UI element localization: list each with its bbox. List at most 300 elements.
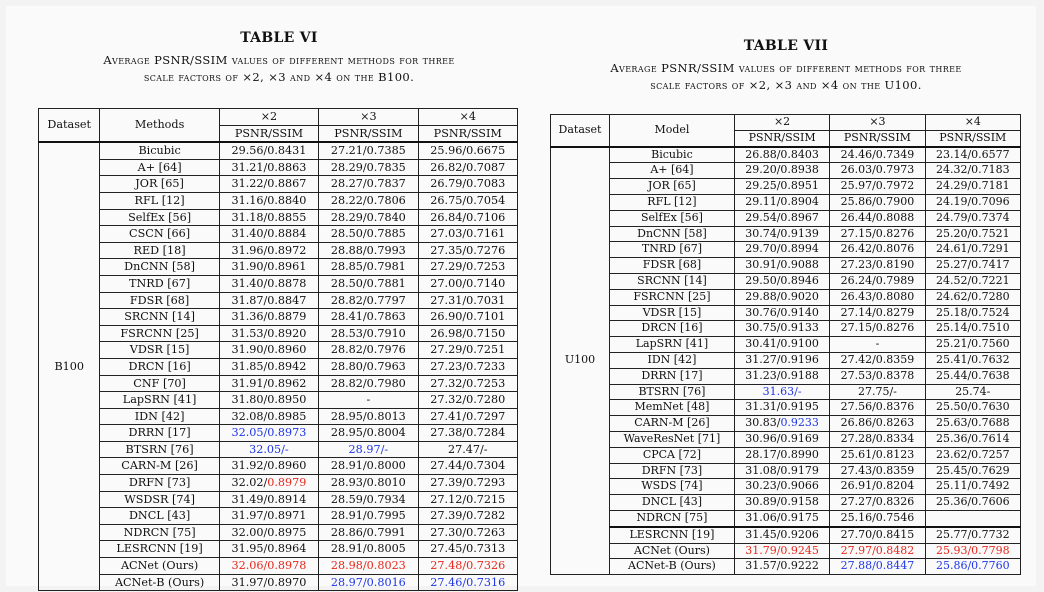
value-cell-x4: 25.63/0.7688 — [925, 416, 1020, 432]
value-cell-x3: 28.98/0.8023 — [319, 558, 418, 575]
value-cell-x2: 31.53/0.8920 — [219, 325, 318, 342]
table-row — [551, 527, 1021, 543]
value-cell-x4: 27.38/0.7284 — [418, 425, 517, 442]
value-cell-x2: 31.36/0.8879 — [219, 309, 318, 326]
method-cell: Bicubic — [100, 142, 219, 159]
value-cell-x3: 26.43/0.8080 — [830, 289, 925, 305]
value-cell-x2: 29.50/0.8946 — [734, 273, 829, 289]
value-cell-x2: 29.25/0.8951 — [734, 179, 829, 195]
table-vi-caption — [39, 52, 519, 86]
method-cell: LESRCNN [19] — [610, 527, 735, 543]
table-row — [39, 209, 518, 226]
table-row — [551, 226, 1021, 242]
method-cell: A+ [64] — [610, 163, 735, 179]
method-cell: DRCN [16] — [610, 321, 735, 337]
value-cell-x3: 26.42/0.8076 — [830, 242, 925, 258]
method-cell: ACNet (Ours) — [610, 543, 735, 559]
value-cell-x3: 28.97/- — [319, 441, 418, 458]
method-cell: WSDS [74] — [610, 479, 735, 495]
method-cell: DRCN [16] — [100, 358, 219, 375]
table-row — [39, 226, 518, 243]
value-cell-x2: 30.91/0.9088 — [734, 258, 829, 274]
table-row — [551, 305, 1021, 321]
value-cell-x3: 25.16/0.7546 — [830, 510, 925, 526]
value-cell-x2: 31.57/0.9222 — [734, 559, 829, 575]
scale-x3-header: ×3 — [319, 109, 418, 126]
method-cell: FSRCNN [25] — [100, 325, 219, 342]
table-row — [551, 258, 1021, 274]
value-cell-x3: 27.70/0.8415 — [830, 527, 925, 543]
table-row — [551, 321, 1021, 337]
method-cell: RFL [12] — [100, 192, 219, 209]
value-cell-x3: 28.91/0.8005 — [319, 541, 418, 558]
method-cell: VDSR [15] — [610, 305, 735, 321]
table-vi-block — [24, 30, 534, 589]
method-cell: ACNet-B (Ours) — [610, 559, 735, 575]
table-row — [551, 163, 1021, 179]
table-row — [551, 447, 1021, 463]
value-cell-x2: 31.27/0.9196 — [734, 352, 829, 368]
table-vi — [38, 108, 518, 591]
table-row — [551, 352, 1021, 368]
table-row — [551, 400, 1021, 416]
method-cell: LapSRN [41] — [610, 337, 735, 353]
value-cell-x3: 26.91/0.8204 — [830, 479, 925, 495]
value-cell-x3: 28.29/0.7840 — [319, 209, 418, 226]
value-cell-x4: 27.32/0.7253 — [418, 375, 517, 392]
value-cell-x3: 27.27/0.8326 — [830, 495, 925, 511]
table-row — [39, 524, 518, 541]
value-cell-x3: 28.59/0.7934 — [319, 491, 418, 508]
value-cell-x3: 26.86/0.8263 — [830, 416, 925, 432]
value-cell-x2: 31.79/0.9245 — [734, 543, 829, 559]
value-cell-x4: 27.35/0.7276 — [418, 242, 517, 259]
value-cell-x4: 25.36/0.7614 — [925, 431, 1020, 447]
table-row — [551, 289, 1021, 305]
value-cell-x2: 31.97/0.8971 — [219, 508, 318, 525]
dataset-name-cell: U100 — [551, 147, 610, 575]
method-cell: DRFN [73] — [610, 463, 735, 479]
table-row — [551, 463, 1021, 479]
value-cell-x3: 26.44/0.8088 — [830, 210, 925, 226]
value-cell-x2: 32.06/0.8978 — [219, 558, 318, 575]
method-cell: CPCA [72] — [610, 447, 735, 463]
method-cell: CNF [70] — [100, 375, 219, 392]
method-cell: TNRD [67] — [100, 275, 219, 292]
value-cell-x2: 31.18/0.8855 — [219, 209, 318, 226]
value-cell-x2: 29.70/0.8994 — [734, 242, 829, 258]
value-cell-x4: 25.45/0.7629 — [925, 463, 1020, 479]
table-vi-number: TABLE VI — [240, 30, 318, 46]
scale-x4-header: ×4 — [925, 115, 1020, 131]
value-cell-x4: 27.41/0.7297 — [418, 408, 517, 425]
value-cell-x4: 27.39/0.7293 — [418, 475, 517, 492]
table-row — [39, 142, 518, 159]
psnr-part: 32.02/ — [231, 476, 268, 490]
table-row — [551, 416, 1021, 432]
table-vii-caption-line2: scale factors of ×2, ×3 and ×4 on the U100. — [650, 78, 922, 92]
value-cell-x3: 27.14/0.8279 — [830, 305, 925, 321]
value-cell-x4: 25.27/0.7417 — [925, 258, 1020, 274]
value-cell-x3: 28.53/0.7910 — [319, 325, 418, 342]
scale-x2-header: ×2 — [734, 115, 829, 131]
value-cell-x4: 25.93/0.7798 — [925, 543, 1020, 559]
method-cell: NDRCN [75] — [610, 510, 735, 526]
table-row — [39, 242, 518, 259]
value-cell-x3: 27.75/- — [830, 384, 925, 400]
value-cell-x4: 27.44/0.7304 — [418, 458, 517, 475]
table-row — [39, 441, 518, 458]
value-cell-x2: 31.90/0.8961 — [219, 259, 318, 276]
method-cell: CSCN [66] — [100, 226, 219, 243]
value-cell-x3: 28.29/0.7835 — [319, 159, 418, 176]
scale-x2-header: ×2 — [219, 109, 318, 126]
value-cell-x4: 25.41/0.7632 — [925, 352, 1020, 368]
dataset-header: Dataset — [551, 115, 610, 147]
value-cell-x4: 24.79/0.7374 — [925, 210, 1020, 226]
value-cell-x3: 28.27/0.7837 — [319, 176, 418, 193]
method-cell: TNRD [67] — [610, 242, 735, 258]
value-cell-x3: 28.50/0.7881 — [319, 275, 418, 292]
table-row — [39, 275, 518, 292]
value-cell-x3: 28.95/0.8013 — [319, 408, 418, 425]
method-cell: WSDSR [74] — [100, 491, 219, 508]
value-cell-x3: 27.21/0.7385 — [319, 142, 418, 159]
value-cell-x2: 31.63/- — [734, 384, 829, 400]
table-row — [39, 192, 518, 209]
value-cell-x2: 31.97/0.8970 — [219, 574, 318, 591]
value-cell-x4: 27.23/0.7233 — [418, 358, 517, 375]
value-cell-x2: 31.45/0.9206 — [734, 527, 829, 543]
value-cell-x3: 27.23/0.8190 — [830, 258, 925, 274]
value-cell-x4: 25.14/0.7510 — [925, 321, 1020, 337]
table-vii-block — [540, 38, 1032, 573]
table-row — [551, 384, 1021, 400]
table-row — [39, 491, 518, 508]
table-row — [551, 479, 1021, 495]
method-cell: RFL [12] — [610, 194, 735, 210]
value-cell-x4: 24.61/0.7291 — [925, 242, 1020, 258]
value-cell-x4: 24.19/0.7096 — [925, 194, 1020, 210]
table-row — [551, 242, 1021, 258]
value-cell-x4 — [925, 510, 1020, 526]
value-cell-x4: 26.84/0.7106 — [418, 209, 517, 226]
table-row — [39, 558, 518, 575]
value-cell-x4: 25.18/0.7524 — [925, 305, 1020, 321]
psnr-part: 30.83/ — [745, 416, 781, 430]
method-cell: LapSRN [41] — [100, 392, 219, 409]
table-row — [551, 368, 1021, 384]
dataset-name-cell: B100 — [39, 142, 100, 591]
value-cell-x3: 28.80/0.7963 — [319, 358, 418, 375]
value-cell-x4: 26.79/0.7083 — [418, 176, 517, 193]
value-cell-x3: 28.50/0.7885 — [319, 226, 418, 243]
value-cell-x3: 27.53/0.8378 — [830, 368, 925, 384]
table-row — [551, 273, 1021, 289]
method-cell: FDSR [68] — [610, 258, 735, 274]
value-cell-x2: 31.40/0.8884 — [219, 226, 318, 243]
table-row — [39, 408, 518, 425]
table-row — [39, 325, 518, 342]
method-cell: JOR [65] — [100, 176, 219, 193]
value-cell-x4: 25.11/0.7492 — [925, 479, 1020, 495]
value-cell-x3: 28.91/0.8000 — [319, 458, 418, 475]
value-cell-x2: 32.08/0.8985 — [219, 408, 318, 425]
value-cell-x2: 31.08/0.9179 — [734, 463, 829, 479]
table-vii-caption — [551, 60, 1021, 94]
value-cell-x4: 24.52/0.7221 — [925, 273, 1020, 289]
value-cell-x4: 23.14/0.6577 — [925, 147, 1020, 163]
metric-header: PSNR/SSIM — [219, 125, 318, 142]
value-cell-x2: 31.92/0.8960 — [219, 458, 318, 475]
value-cell-x4: 27.47/- — [418, 441, 517, 458]
value-cell-x4: 27.00/0.7140 — [418, 275, 517, 292]
method-cell: DRRN [17] — [610, 368, 735, 384]
table-row — [551, 495, 1021, 511]
value-cell-x4: 27.39/0.7282 — [418, 508, 517, 525]
value-cell-x2: 31.40/0.8878 — [219, 275, 318, 292]
method-cell: IDN [42] — [100, 408, 219, 425]
method-cell: LESRCNN [19] — [100, 541, 219, 558]
table-row — [39, 358, 518, 375]
value-cell-x2: 31.06/0.9175 — [734, 510, 829, 526]
value-cell-x3: 27.15/0.8276 — [830, 226, 925, 242]
ssim-part: 0.9233 — [780, 416, 819, 430]
value-cell-x3: 28.91/0.7995 — [319, 508, 418, 525]
value-cell-x4: 25.86/0.7760 — [925, 559, 1020, 575]
table-row — [39, 574, 518, 591]
value-cell-x2: 30.89/0.9158 — [734, 495, 829, 511]
value-cell-x4: 27.46/0.7316 — [418, 574, 517, 591]
method-cell: CARN-M [26] — [610, 416, 735, 432]
table-row — [551, 210, 1021, 226]
value-cell-x3: 27.56/0.8376 — [830, 400, 925, 416]
value-cell-x2: 31.31/0.9195 — [734, 400, 829, 416]
value-cell-x4: 27.12/0.7215 — [418, 491, 517, 508]
value-cell-x2: 31.90/0.8960 — [219, 342, 318, 359]
table-vii-caption-line1: Average PSNR/SSIM values of different methods for three — [610, 61, 962, 75]
value-cell-x2: 30.41/0.9100 — [734, 337, 829, 353]
method-cell: Bicubic — [610, 147, 735, 163]
method-cell: BTSRN [76] — [610, 384, 735, 400]
value-cell-x2: 29.56/0.8431 — [219, 142, 318, 159]
table-row — [551, 543, 1021, 559]
value-cell-x3: - — [319, 392, 418, 409]
value-cell-x2: 29.88/0.9020 — [734, 289, 829, 305]
value-cell-x4: 27.29/0.7251 — [418, 342, 517, 359]
value-cell-x3: 28.86/0.7991 — [319, 524, 418, 541]
value-cell-x3: 27.88/0.8447 — [830, 559, 925, 575]
value-cell-x2: 32.00/0.8975 — [219, 524, 318, 541]
value-cell-x4: 25.77/0.7732 — [925, 527, 1020, 543]
table-row — [551, 510, 1021, 526]
value-cell-x2 — [734, 416, 829, 432]
ssim-part: 0.8979 — [267, 476, 307, 490]
table-row — [39, 508, 518, 525]
value-cell-x2: 26.88/0.8403 — [734, 147, 829, 163]
value-cell-x3: 28.22/0.7806 — [319, 192, 418, 209]
value-cell-x3: - — [830, 337, 925, 353]
value-cell-x4: 26.98/0.7150 — [418, 325, 517, 342]
value-cell-x4: 27.45/0.7313 — [418, 541, 517, 558]
method-cell: BTSRN [76] — [100, 441, 219, 458]
value-cell-x3: 28.93/0.8010 — [319, 475, 418, 492]
table-row — [39, 176, 518, 193]
table-row — [39, 159, 518, 176]
metric-header: PSNR/SSIM — [830, 130, 925, 146]
dataset-header: Dataset — [39, 109, 100, 143]
method-cell: DNCL [43] — [100, 508, 219, 525]
metric-header: PSNR/SSIM — [925, 130, 1020, 146]
value-cell-x2: 32.05/- — [219, 441, 318, 458]
value-cell-x2: 29.54/0.8967 — [734, 210, 829, 226]
value-cell-x2: 31.96/0.8972 — [219, 242, 318, 259]
value-cell-x2: 32.05/0.8973 — [219, 425, 318, 442]
value-cell-x3: 25.86/0.7900 — [830, 194, 925, 210]
value-cell-x2: 30.96/0.9169 — [734, 431, 829, 447]
value-cell-x4: 25.44/0.7638 — [925, 368, 1020, 384]
table-row — [39, 292, 518, 309]
metric-header: PSNR/SSIM — [734, 130, 829, 146]
scale-x3-header: ×3 — [830, 115, 925, 131]
method-cell: DNCL [43] — [610, 495, 735, 511]
value-cell-x2: 31.91/0.8962 — [219, 375, 318, 392]
table-row — [551, 337, 1021, 353]
value-cell-x3: 28.95/0.8004 — [319, 425, 418, 442]
value-cell-x3: 27.97/0.8482 — [830, 543, 925, 559]
table-row — [551, 559, 1021, 575]
value-cell-x2: 31.85/0.8942 — [219, 358, 318, 375]
value-cell-x4: 25.50/0.7630 — [925, 400, 1020, 416]
table-row — [39, 541, 518, 558]
value-cell-x3: 28.82/0.7976 — [319, 342, 418, 359]
value-cell-x3: 28.85/0.7981 — [319, 259, 418, 276]
value-cell-x3: 27.28/0.8334 — [830, 431, 925, 447]
value-cell-x3: 26.24/0.7989 — [830, 273, 925, 289]
paper-page — [6, 6, 1036, 589]
method-cell: NDRCN [75] — [100, 524, 219, 541]
value-cell-x4: 25.20/0.7521 — [925, 226, 1020, 242]
value-cell-x4: 24.29/0.7181 — [925, 179, 1020, 195]
value-cell-x2: 30.74/0.9139 — [734, 226, 829, 242]
value-cell-x3: 28.97/0.8016 — [319, 574, 418, 591]
value-cell-x4: 25.21/0.7560 — [925, 337, 1020, 353]
value-cell-x4: 25.36/0.7606 — [925, 495, 1020, 511]
value-cell-x4: 26.82/0.7087 — [418, 159, 517, 176]
value-cell-x2: 29.11/0.8904 — [734, 194, 829, 210]
table-row — [39, 392, 518, 409]
method-cell: DRRN [17] — [100, 425, 219, 442]
value-cell-x3: 26.03/0.7973 — [830, 163, 925, 179]
value-cell-x3: 27.42/0.8359 — [830, 352, 925, 368]
value-cell-x4: 24.32/0.7183 — [925, 163, 1020, 179]
value-cell-x2: 31.16/0.8840 — [219, 192, 318, 209]
method-cell: A+ [64] — [100, 159, 219, 176]
table-row — [39, 309, 518, 326]
value-cell-x4: 24.62/0.7280 — [925, 289, 1020, 305]
value-cell-x2: 29.20/0.8938 — [734, 163, 829, 179]
value-cell-x4: 27.30/0.7263 — [418, 524, 517, 541]
value-cell-x2: 31.80/0.8950 — [219, 392, 318, 409]
value-cell-x3: 28.41/0.7863 — [319, 309, 418, 326]
table-row — [39, 458, 518, 475]
value-cell-x2: 31.21/0.8863 — [219, 159, 318, 176]
method-cell: DnCNN [58] — [610, 226, 735, 242]
value-cell-x2: 30.23/0.9066 — [734, 479, 829, 495]
method-cell: SelfEx [56] — [610, 210, 735, 226]
value-cell-x4: 27.32/0.7280 — [418, 392, 517, 409]
metric-header: PSNR/SSIM — [418, 125, 517, 142]
value-cell-x2: 31.22/0.8867 — [219, 176, 318, 193]
value-cell-x3: 28.82/0.7797 — [319, 292, 418, 309]
table-row — [39, 342, 518, 359]
table-row — [551, 179, 1021, 195]
scale-x4-header: ×4 — [418, 109, 517, 126]
table-row — [39, 259, 518, 276]
value-cell-x2: 30.75/0.9133 — [734, 321, 829, 337]
value-cell-x3: 28.88/0.7993 — [319, 242, 418, 259]
value-cell-x2: 30.76/0.9140 — [734, 305, 829, 321]
model-header: Model — [610, 115, 735, 147]
method-cell: CARN-M [26] — [100, 458, 219, 475]
value-cell-x4: 25.96/0.6675 — [418, 142, 517, 159]
method-cell: ACNet (Ours) — [100, 558, 219, 575]
table-row — [39, 475, 518, 492]
method-cell: FDSR [68] — [100, 292, 219, 309]
table-row — [39, 375, 518, 392]
table-vii — [550, 114, 1021, 575]
value-cell-x2: 31.23/0.9188 — [734, 368, 829, 384]
value-cell-x3: 27.15/0.8276 — [830, 321, 925, 337]
value-cell-x2: 31.49/0.8914 — [219, 491, 318, 508]
method-cell: VDSR [15] — [100, 342, 219, 359]
value-cell-x2: 31.95/0.8964 — [219, 541, 318, 558]
table-vi-caption-line1: Average PSNR/SSIM values of different methods for three — [103, 53, 455, 67]
method-cell: JOR [65] — [610, 179, 735, 195]
method-cell: DRFN [73] — [100, 475, 219, 492]
value-cell-x3: 25.97/0.7972 — [830, 179, 925, 195]
value-cell-x4: 27.03/0.7161 — [418, 226, 517, 243]
method-cell: MemNet [48] — [610, 400, 735, 416]
method-cell: ACNet-B (Ours) — [100, 574, 219, 591]
value-cell-x2: 28.17/0.8990 — [734, 447, 829, 463]
value-cell-x3: 28.82/0.7980 — [319, 375, 418, 392]
method-cell: SRCNN [14] — [610, 273, 735, 289]
method-cell: DnCNN [58] — [100, 259, 219, 276]
methods-header: Methods — [100, 109, 219, 143]
method-cell: FSRCNN [25] — [610, 289, 735, 305]
value-cell-x4: 23.62/0.7257 — [925, 447, 1020, 463]
value-cell-x3: 25.61/0.8123 — [830, 447, 925, 463]
table-row — [551, 194, 1021, 210]
table-row — [39, 425, 518, 442]
table-row — [551, 147, 1021, 163]
value-cell-x4: 26.75/0.7054 — [418, 192, 517, 209]
method-cell: SelfEx [56] — [100, 209, 219, 226]
method-cell: IDN [42] — [610, 352, 735, 368]
value-cell-x4: 26.90/0.7101 — [418, 309, 517, 326]
value-cell-x3: 27.43/0.8359 — [830, 463, 925, 479]
value-cell-x3: 24.46/0.7349 — [830, 147, 925, 163]
metric-header: PSNR/SSIM — [319, 125, 418, 142]
value-cell-x4: 27.48/0.7326 — [418, 558, 517, 575]
value-cell-x2: 31.87/0.8847 — [219, 292, 318, 309]
table-vii-number: TABLE VII — [743, 38, 829, 54]
value-cell-x4: 25.74- — [925, 384, 1020, 400]
method-cell: WaveResNet [71] — [610, 431, 735, 447]
method-cell: RED [18] — [100, 242, 219, 259]
value-cell-x4: 27.29/0.7253 — [418, 259, 517, 276]
